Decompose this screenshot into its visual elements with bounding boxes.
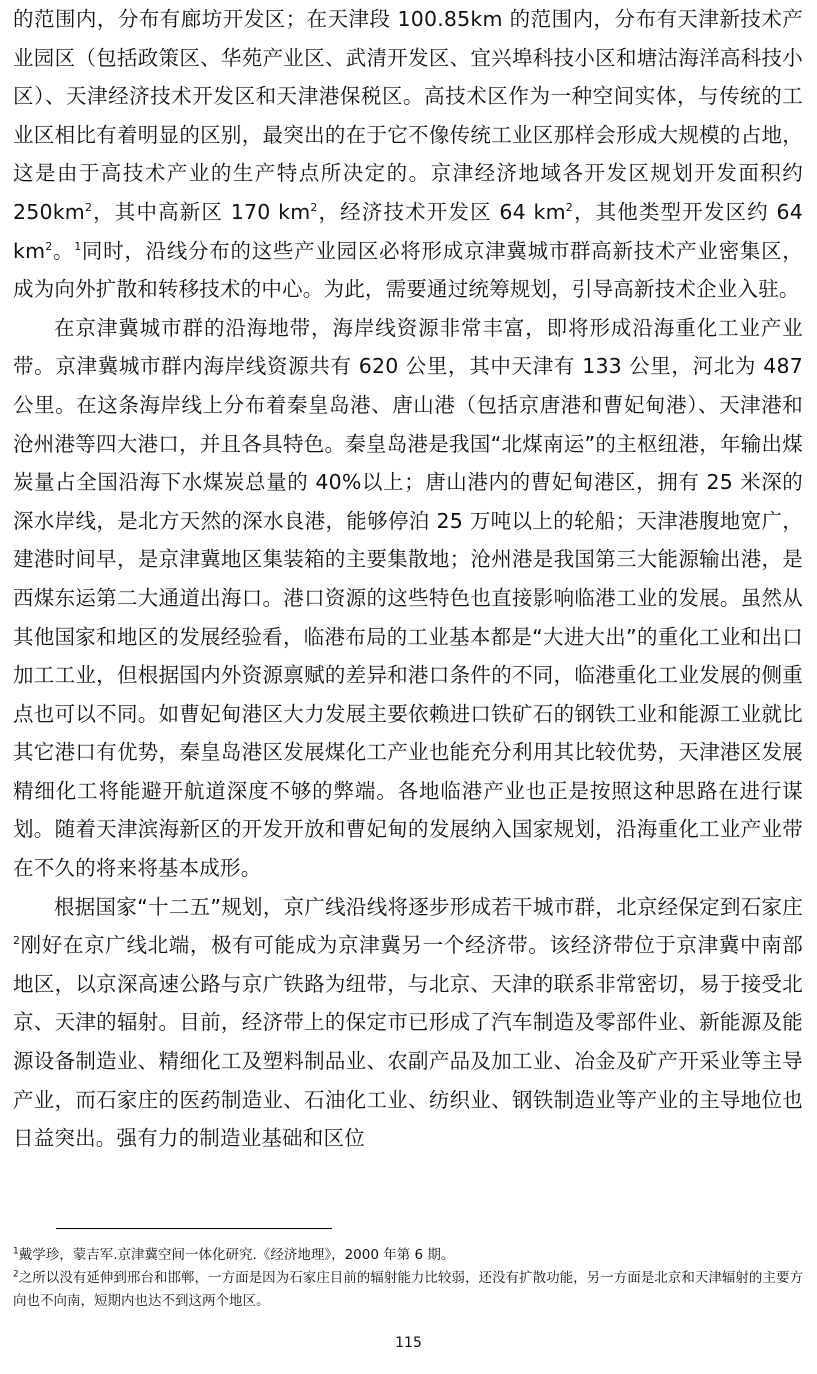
superscript: 2 bbox=[84, 201, 93, 215]
page-number: 115 bbox=[395, 1335, 422, 1351]
text-run: 在京津冀城市群的沿海地带，海岸线资源非常丰富，即将形成沿海重化工业产业带。京津冀城市群内海岸线资源共有 620 公里，其中天津有 133 公里，河北为 487 公里。在这条海岸线上分布着秦皇岛港、唐山港（包括京唐港和曹妃甸港）、天津港和沧州港等四大港口，并且各具特色。秦皇岛港是我国“北煤南运”的主枢纽港，年输出煤炭量占全国沿海下水煤炭总量的 40%以上；唐山港内的曹妃甸港区，拥有 25 米深的深水岸线，是北方天然的深水良港，能够停泊 25 万吨以上的轮船；天津港腹地宽广，建港时间早，是京津冀地区集装箱的主要集散地；沧州港是我国第三大能源输出港，是西煤东运第二大通道出海口。港口资源的这些特色也直接影响临港工业的发展。虽然从其他国家和地区的发展经验看，临港布局的工业基本都是“大进大出”的重化工业和出口加工工业，但根据国内外资源禀赋的差异和港口条件的不同，临港重化工业发展的侧重点也可以不同。如曹妃甸港区大力发展主要依赖进口铁矿石的钢铁工业和能源工业就比其它港口有优势，秦皇岛港区发展煤化工产业也能充分利用其比较优势，天津港区发展精细化工将能避开航道深度不够的弊端。各地临港产业也正是按照这种思路在进行谋划。随着天津滨海新区的开发开放和曹妃甸的发展纳入国家规划，沿海重化工业产业带在不久的将来将基本成形。 bbox=[13, 315, 803, 881]
superscript: 2 bbox=[565, 201, 573, 215]
text-run: 戴学珍，蒙吉军.京津冀空间一体化研究.《经济地理》，2000 年第 6 期。 bbox=[18, 1247, 455, 1263]
text-run: 。 bbox=[52, 238, 75, 263]
text-run: ，其中高新区 170 km bbox=[92, 199, 311, 224]
superscript: 1 bbox=[13, 1246, 19, 1257]
text-run: 根据国家“十二五”规划，京广线沿线将逐步形成若干城市群，北京经保定到石家庄 bbox=[54, 894, 803, 919]
text-run: ，其他类型开发区约 64 km bbox=[13, 199, 803, 263]
body-text bbox=[13, 0, 803, 1158]
superscript: 2 bbox=[310, 201, 318, 215]
superscript: 2 bbox=[13, 1269, 19, 1280]
superscript: 2 bbox=[13, 934, 21, 948]
superscript: 2 bbox=[45, 239, 53, 253]
paragraph bbox=[13, 0, 803, 309]
paragraph bbox=[13, 309, 803, 888]
footnote bbox=[13, 1267, 803, 1313]
text-run: 刚好在京广线北端，极有可能成为京津冀另一个经济带。该经济带位于京津冀中南部地区，以京深高速公路与京广铁路为纽带，与北京、天津的联系非常密切，易于接受北京、天津的辐射。目前，经济带上的保定市已形成了汽车制造及零部件业、新能源及能源设备制造业、精细化工及塑料制品业、农副产品及加工业、冶金及矿产开采业等主导产业，而石家庄的医药制造业、石油化工业、纺织业、钢铁制造业等产业的主导地位也日益突出。强有力的制造业基础和区位 bbox=[13, 933, 803, 1151]
text-run: 之所以没有延伸到邢台和邯郸，一方面是因为石家庄目前的辐射能力比较弱，还没有扩散功能，另一方面是北京和天津辐射的主要方向也不向南，短期内也达不到这两个地区。 bbox=[13, 1270, 803, 1309]
text-run: 的范围内，分布有廊坊开发区；在天津段 100.85km 的范围内，分布有天津新技术产业园区（包括政策区、华苑产业区、武清开发区、宜兴埠科技小区和塘沽海洋高科技小区）、天津经济技术开发区和天津港保税区。高技术区作为一种空间实体，与传统的工业区相比有着明显的区别，最突出的在于它不像传统工业区那样会形成大规模的占地，这是由于高技术产业的生产特点所决定的。京津经济地域各开发区规划开发面积约 250km bbox=[13, 7, 803, 224]
footnotes bbox=[13, 1244, 803, 1313]
paragraph bbox=[13, 888, 803, 1158]
text-run: 同时，沿线分布的这些产业园区必将形成京津冀城市群高新技术产业密集区，成为向外扩散和转移技术的中心。为此，需要通过统筹规划，引导高新技术企业入驻。 bbox=[13, 238, 803, 302]
footnote bbox=[13, 1244, 803, 1267]
footnote-separator bbox=[56, 1228, 332, 1229]
text-run: ，经济技术开发区 64 km bbox=[317, 199, 566, 224]
superscript: 1 bbox=[74, 239, 82, 253]
